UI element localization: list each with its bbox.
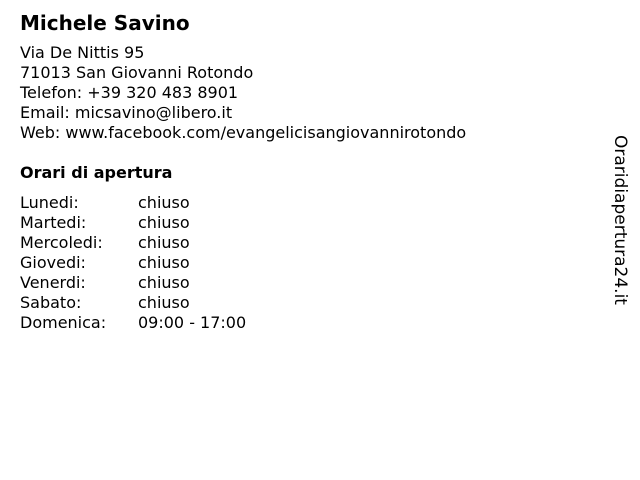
hours-row	[20, 213, 246, 233]
website-address: Web: www.facebook.com/evangelicisangiovannirotondo	[20, 123, 467, 142]
brand-watermark: Oraridiapertura24.it	[610, 135, 630, 305]
hours-time: chiuso	[138, 233, 190, 252]
opening-hours-table	[20, 193, 246, 333]
business-card	[20, 10, 600, 333]
hours-row	[20, 193, 246, 213]
hours-time: chiuso	[138, 213, 190, 232]
hours-day: Domenica:	[20, 313, 107, 332]
hours-day: Mercoledi:	[20, 233, 103, 252]
hours-row	[20, 313, 246, 333]
contact-details	[20, 43, 600, 143]
street-address: Via De Nittis 95	[20, 43, 145, 62]
hours-day: Giovedi:	[20, 253, 86, 272]
phone-number: Telefon: +39 320 483 8901	[20, 83, 239, 102]
opening-hours-title: Orari di apertura	[20, 163, 173, 182]
hours-time: chiuso	[138, 293, 190, 312]
hours-day: Lunedi:	[20, 193, 79, 212]
hours-day: Venerdi:	[20, 273, 86, 292]
hours-day: Martedi:	[20, 213, 87, 232]
hours-time: 09:00 - 17:00	[138, 313, 247, 332]
business-name: Michele Savino	[20, 11, 190, 35]
hours-row	[20, 233, 246, 253]
hours-time: chiuso	[138, 193, 190, 212]
hours-row	[20, 273, 246, 293]
hours-time: chiuso	[138, 253, 190, 272]
hours-row	[20, 253, 246, 273]
hours-row	[20, 293, 246, 313]
hours-time: chiuso	[138, 273, 190, 292]
email-address: Email: micsavino@libero.it	[20, 103, 233, 122]
hours-day: Sabato:	[20, 293, 82, 312]
city-address: 71013 San Giovanni Rotondo	[20, 63, 254, 82]
